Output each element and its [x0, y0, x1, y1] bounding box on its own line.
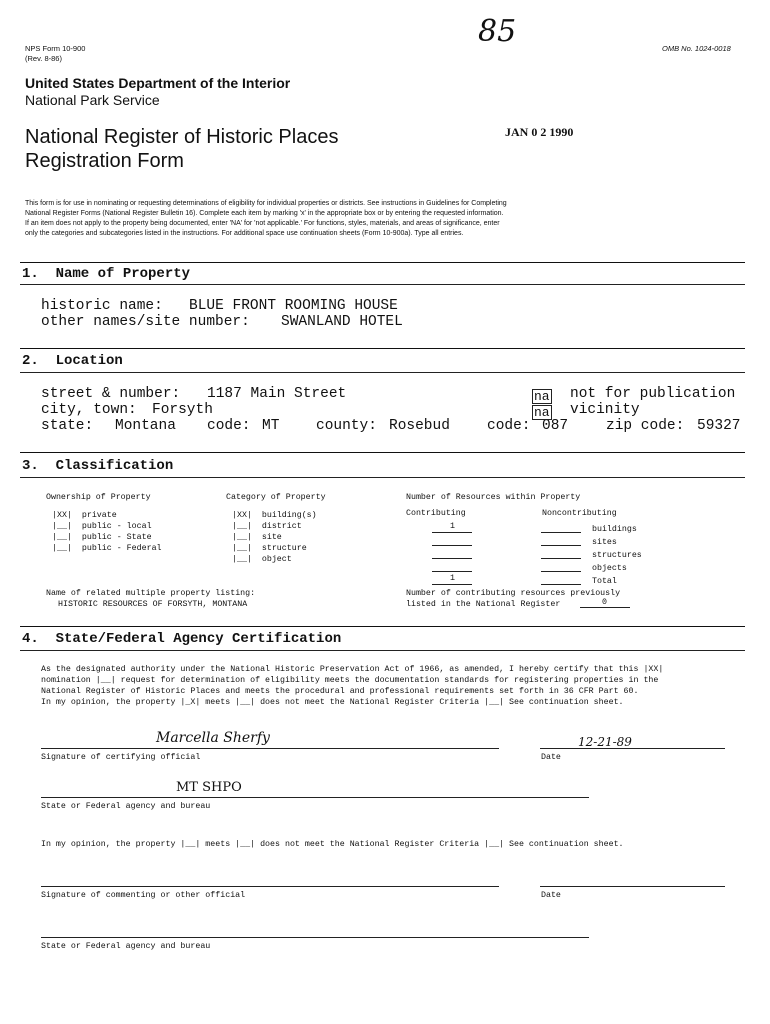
- date-line: [540, 748, 725, 749]
- other-names-value[interactable]: SWANLAND HOTEL: [281, 314, 403, 330]
- signature-label: Signature of certifying official: [41, 753, 201, 762]
- street-value[interactable]: 1187 Main Street: [207, 386, 347, 402]
- agency2-label: State or Federal agency and bureau: [41, 942, 211, 951]
- county-value[interactable]: Rosebud: [389, 418, 450, 434]
- section3-heading-rule: [20, 477, 745, 478]
- section1-heading-rule: [20, 284, 745, 285]
- contributing-heading: Contributing: [406, 509, 466, 518]
- department-name: United States Department of the Interior: [25, 75, 291, 91]
- contributing-total-field[interactable]: 1: [432, 575, 472, 585]
- section4-heading: 4. State/Federal Agency Certification: [22, 631, 342, 647]
- state-code-value[interactable]: MT: [262, 418, 280, 434]
- category-buildings[interactable]: |XX| building(s): [232, 511, 317, 520]
- certification-para-line1: As the designated authority under the National Historic Preservation Act of 1966, as amended, I hereby certify that this |XX|: [41, 665, 664, 674]
- ownership-public-local[interactable]: |__| public - local: [52, 522, 152, 531]
- ownership-private[interactable]: |XX| private: [52, 511, 117, 520]
- previously-listed-label-line1: Number of contributing resources previously: [406, 589, 621, 598]
- state-value[interactable]: Montana: [115, 418, 176, 434]
- city-value[interactable]: Forsyth: [152, 402, 213, 418]
- opinion-statement-2: In my opinion, the property |__| meets |__| does not meet the National Register Criteria |__| See continuation sheet.: [41, 840, 624, 849]
- county-code-value[interactable]: 087: [542, 418, 569, 434]
- handwritten-number: 85: [478, 14, 517, 49]
- agency2-line: [41, 937, 589, 938]
- not-for-publication-checkbox[interactable]: na: [534, 389, 550, 404]
- resource-row-objects: objects: [592, 564, 627, 573]
- category-object[interactable]: |__| object: [232, 555, 292, 564]
- section1-heading: 1. Name of Property: [22, 266, 191, 282]
- section2-top-rule: [20, 348, 745, 349]
- signature2-label: Signature of commenting or other official: [41, 891, 246, 900]
- date-label: Date: [541, 753, 561, 762]
- county-label: county:: [316, 418, 377, 434]
- received-date-stamp: JAN 0 2 1990: [505, 125, 574, 139]
- section2-heading: 2. Location: [22, 353, 123, 369]
- instructions-line3: If an item does not apply to the property being documented, enter 'NA' for 'not applicable.' For functions, styles, materials, and areas of significance, enter: [25, 220, 500, 227]
- form-revision: (Rev. 8-86): [25, 54, 62, 63]
- certification-date-value: 12-21-89: [578, 735, 632, 749]
- historic-name-label: historic name:: [41, 298, 163, 314]
- agency-label: State or Federal agency and bureau: [41, 802, 211, 811]
- form-title-line2: Registration Form: [25, 150, 184, 172]
- signature2-line: [41, 886, 499, 887]
- vicinity-label: vicinity: [570, 402, 640, 418]
- section3-heading: 3. Classification: [22, 458, 174, 474]
- ownership-public-federal[interactable]: |__| public - Federal: [52, 544, 162, 553]
- noncontributing-objects-field[interactable]: [541, 562, 581, 572]
- previously-listed-label-line2: listed in the National Register: [406, 600, 561, 609]
- state-label: state:: [41, 418, 94, 434]
- service-name: National Park Service: [25, 92, 160, 108]
- omb-number: OMB No. 1024-0018: [662, 44, 731, 53]
- certifying-signature: Marcella Sherfy: [156, 730, 270, 746]
- noncontributing-sites-field[interactable]: [541, 536, 581, 546]
- certification-para-line3: National Register of Historic Places and meets the procedural and professional requirements set forth in 36 CFR Part 60.: [41, 687, 639, 696]
- contributing-objects-field[interactable]: [432, 562, 472, 572]
- contributing-structures-field[interactable]: [432, 549, 472, 559]
- category-district[interactable]: |__| district: [232, 522, 302, 531]
- historic-name-value[interactable]: BLUE FRONT ROOMING HOUSE: [189, 298, 398, 314]
- form-title-line1: National Register of Historic Places: [25, 126, 339, 148]
- zip-label: zip code:: [606, 418, 685, 434]
- ownership-public-state[interactable]: |__| public - State: [52, 533, 152, 542]
- date2-label: Date: [541, 891, 561, 900]
- resources-heading: Number of Resources within Property: [406, 493, 581, 502]
- category-structure[interactable]: |__| structure: [232, 544, 307, 553]
- multiple-listing-value[interactable]: HISTORIC RESOURCES OF FORSYTH, MONTANA: [58, 600, 248, 609]
- certification-para-line4: In my opinion, the property |_X| meets |__| does not meet the National Register Criteria |__| See continuation sheet.: [41, 698, 624, 707]
- category-heading: Category of Property: [226, 493, 326, 502]
- section4-heading-rule: [20, 650, 745, 651]
- city-label: city, town:: [41, 402, 137, 418]
- category-site[interactable]: |__| site: [232, 533, 282, 542]
- certification-para-line2: nomination |__| request for determination of eligibility meets the documentation standards for registering properties in the: [41, 676, 659, 685]
- section2-heading-rule: [20, 372, 745, 373]
- contributing-buildings-field[interactable]: 1: [432, 523, 472, 533]
- instructions-line2: National Register Forms (National Register Bulletin 16). Complete each item by marking 'x' in the appropriate box or by entering the requested information.: [25, 210, 504, 217]
- resource-row-total: Total: [592, 577, 617, 586]
- resource-row-sites: sites: [592, 538, 617, 547]
- other-names-label: other names/site number:: [41, 314, 250, 330]
- noncontributing-total-field[interactable]: [541, 575, 581, 585]
- form-number: NPS Form 10-900: [25, 44, 86, 53]
- county-code-label: code:: [487, 418, 531, 434]
- zip-value[interactable]: 59327: [697, 418, 741, 434]
- date2-line: [540, 886, 725, 887]
- signature-line: [41, 748, 499, 749]
- vicinity-checkbox[interactable]: na: [534, 405, 550, 420]
- previously-listed-field[interactable]: 0: [580, 598, 630, 608]
- street-label: street & number:: [41, 386, 181, 402]
- section4-top-rule: [20, 626, 745, 627]
- noncontributing-buildings-field[interactable]: [541, 523, 581, 533]
- section1-top-rule: [20, 262, 745, 263]
- resource-row-structures: structures: [592, 551, 642, 560]
- agency-line: [41, 797, 589, 798]
- multiple-listing-label: Name of related multiple property listing:: [46, 589, 256, 598]
- not-for-publication-label: not for publication: [570, 386, 736, 402]
- contributing-sites-field[interactable]: [432, 536, 472, 546]
- agency-bureau-value: MT SHPO: [176, 780, 242, 795]
- noncontributing-heading: Noncontributing: [542, 509, 617, 518]
- noncontributing-structures-field[interactable]: [541, 549, 581, 559]
- state-code-label: code:: [207, 418, 251, 434]
- ownership-heading: Ownership of Property: [46, 493, 151, 502]
- instructions-line4: only the categories and subcategories listed in the instructions. For additional space use continuation sheets (Form 10-900a). Type all entries.: [25, 230, 464, 237]
- instructions-line1: This form is for use in nominating or requesting determinations of eligibility for individual properties or districts. See instructions in Guidelines for Completing: [25, 200, 507, 207]
- resource-row-buildings: buildings: [592, 525, 637, 534]
- section3-top-rule: [20, 452, 745, 453]
